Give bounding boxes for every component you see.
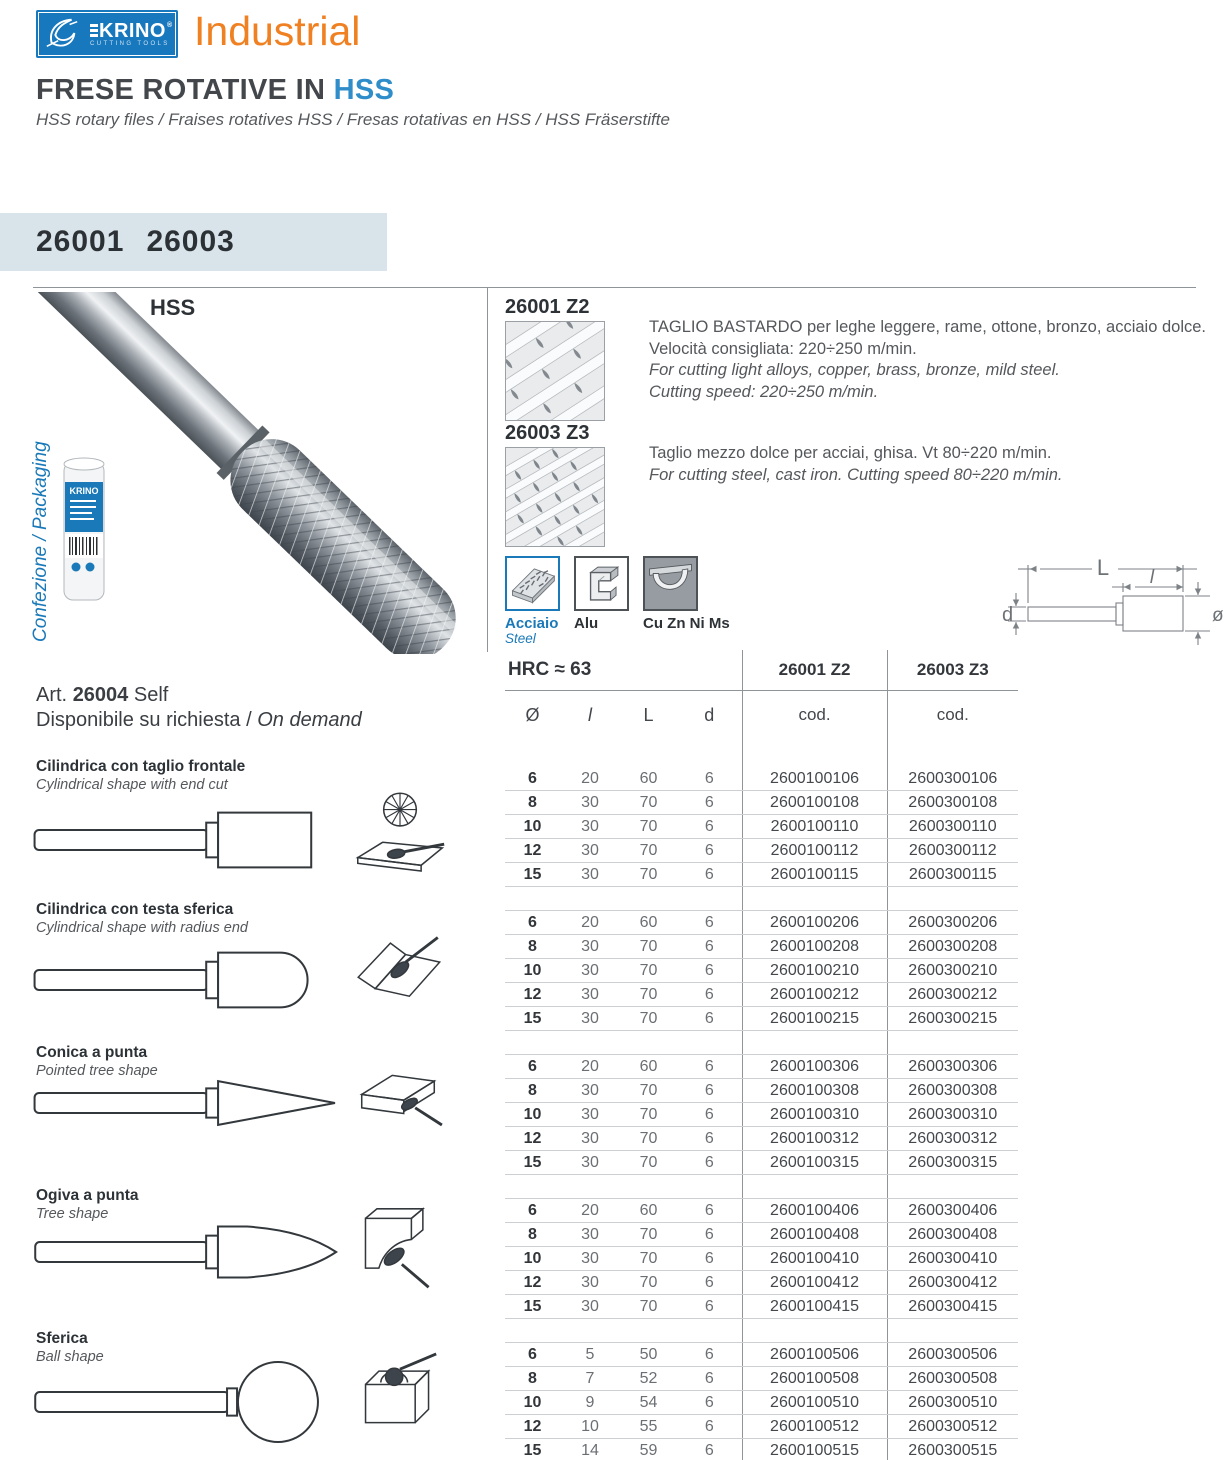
- table-row: [505, 863, 1018, 887]
- cod-cell: 2600100106: [742, 767, 887, 791]
- registered-mark: ®: [166, 21, 173, 29]
- shape-section-end-cut: Cilindrica con taglio frontale Cylindrical shape with end cut: [36, 758, 246, 793]
- art-label: Art.: [36, 684, 68, 706]
- table-spacer-row: [505, 887, 1018, 911]
- cod-cell: 2600100206: [742, 911, 887, 935]
- shape-section-ball: Sferica Ball shape: [36, 1330, 104, 1365]
- dim-cell: 70: [620, 1079, 677, 1103]
- cod-cell: 2600300312: [887, 1127, 1018, 1151]
- spacer-cell: [742, 1175, 887, 1199]
- col-group-26001: 26001 Z2: [742, 650, 887, 691]
- table-row: [505, 1367, 1018, 1391]
- spec-table-body: [505, 767, 1018, 1460]
- dim-cell: 6: [677, 863, 742, 887]
- table-row: [505, 1007, 1018, 1031]
- hardness-label: HRC ≈ 63: [505, 650, 742, 691]
- dim-cell: 30: [560, 791, 620, 815]
- dim-cell: 6: [677, 1415, 742, 1439]
- svg-text:ø: ø: [1212, 605, 1224, 626]
- svg-text:L: L: [1096, 555, 1110, 580]
- dim-cell: 30: [560, 1223, 620, 1247]
- material-label-steel: Acciaio: [505, 615, 559, 632]
- dim-cell: 52: [620, 1367, 677, 1391]
- dim-cell: 14: [560, 1439, 620, 1460]
- page-title-main: FRESE ROTATIVE IN: [36, 74, 326, 106]
- table-row: [505, 1199, 1018, 1223]
- spacer-cell: [742, 1031, 887, 1055]
- shape-section-tree: Ogiva a punta Tree shape: [36, 1187, 139, 1222]
- spacer-cell: [560, 1175, 620, 1199]
- spacer-cell: [742, 1319, 887, 1343]
- cod-cell: 2600300115: [887, 863, 1018, 887]
- col-header-d: d: [704, 705, 715, 725]
- cod-cell: 2600100408: [742, 1223, 887, 1247]
- table-row: [505, 1295, 1018, 1319]
- dim-cell: 15: [505, 1007, 560, 1031]
- packaging-tube-image: [60, 452, 112, 612]
- spacer-cell: [620, 1319, 677, 1343]
- cod-cell: 2600300510: [887, 1391, 1018, 1415]
- dim-cell: 6: [677, 1055, 742, 1079]
- table-row: [505, 959, 1018, 983]
- cod-cell: 2600100208: [742, 935, 887, 959]
- art-suffix: Self: [133, 684, 169, 706]
- page-title-accent: HSS: [333, 74, 395, 106]
- dim-cell: 70: [620, 1151, 677, 1175]
- dim-cell: 6: [677, 1367, 742, 1391]
- dim-cell: 6: [677, 1199, 742, 1223]
- table-row: [505, 935, 1018, 959]
- spacer-cell: [505, 1175, 560, 1199]
- spacer-cell: [560, 1319, 620, 1343]
- z2-desc-it-1: TAGLIO BASTARDO per leghe leggere, rame, ottone, bronzo, acciaio dolce.: [649, 318, 1206, 336]
- dim-cell: 70: [620, 1295, 677, 1319]
- col-group-26003: 26003 Z3: [887, 650, 1018, 691]
- table-row: [505, 815, 1018, 839]
- table-row: [505, 1151, 1018, 1175]
- dim-cell: 12: [505, 1415, 560, 1439]
- dim-cell: 6: [677, 983, 742, 1007]
- dim-cell: 10: [560, 1415, 620, 1439]
- cod-cell: 2600300112: [887, 839, 1018, 863]
- dim-cell: 6: [677, 1103, 742, 1127]
- dim-cell: 6: [677, 1247, 742, 1271]
- spacer-cell: [677, 887, 742, 911]
- dim-cell: 30: [560, 839, 620, 863]
- dim-cell: 70: [620, 839, 677, 863]
- dim-cell: 12: [505, 839, 560, 863]
- spacer-cell: [505, 1031, 560, 1055]
- dim-cell: 30: [560, 815, 620, 839]
- cod-cell: 2600100115: [742, 863, 887, 887]
- table-row: [505, 839, 1018, 863]
- table-row: [505, 911, 1018, 935]
- table-row: [505, 1079, 1018, 1103]
- cod-cell: 2600100315: [742, 1151, 887, 1175]
- dim-cell: 70: [620, 935, 677, 959]
- brand-name: KRINO: [99, 19, 166, 42]
- dim-cell: 54: [620, 1391, 677, 1415]
- cod-cell: 2600300110: [887, 815, 1018, 839]
- cod-cell: 2600100515: [742, 1439, 887, 1460]
- table-row: [505, 767, 1018, 791]
- dim-cell: 10: [505, 1391, 560, 1415]
- dim-cell: 60: [620, 911, 677, 935]
- dim-cell: 20: [560, 1199, 620, 1223]
- table-spacer-row: [505, 1175, 1018, 1199]
- dim-cell: 12: [505, 983, 560, 1007]
- cod-cell: 2600100415: [742, 1295, 887, 1319]
- dim-cell: 6: [505, 1055, 560, 1079]
- dim-cell: 55: [620, 1415, 677, 1439]
- dim-cell: 12: [505, 1127, 560, 1151]
- dim-cell: 6: [677, 935, 742, 959]
- page-subtitle: HSS rotary files / Fraises rotatives HSS / Fresas rotativas en HSS / HSS Fräserstifte: [36, 110, 670, 129]
- col-header-cod-2: cod.: [887, 691, 1018, 768]
- material-steel: [505, 556, 575, 646]
- cod-cell: 2600300408: [887, 1223, 1018, 1247]
- cod-cell: 2600300415: [887, 1295, 1018, 1319]
- dim-cell: 6: [677, 1295, 742, 1319]
- spacer-cell: [887, 1031, 1018, 1055]
- dim-cell: 6: [677, 1079, 742, 1103]
- cod-cell: 2600100210: [742, 959, 887, 983]
- cod-cell: 2600100506: [742, 1343, 887, 1367]
- cod-cell: 2600300108: [887, 791, 1018, 815]
- dim-cell: 6: [677, 767, 742, 791]
- cod-cell: 2600100310: [742, 1103, 887, 1127]
- dim-cell: 12: [505, 1271, 560, 1295]
- spec-table: [505, 650, 1018, 1460]
- z2-texture-image: [505, 321, 605, 421]
- dim-cell: 70: [620, 863, 677, 887]
- spacer-cell: [887, 1175, 1018, 1199]
- cod-cell: 2600300208: [887, 935, 1018, 959]
- dim-cell: 30: [560, 1127, 620, 1151]
- material-label-nonferrous: Cu Zn Ni Ms: [643, 615, 730, 632]
- dim-cell: 10: [505, 815, 560, 839]
- packaging-side-label: Confezione / Packaging: [30, 441, 51, 642]
- dim-cell: 15: [505, 1151, 560, 1175]
- dim-cell: 8: [505, 1223, 560, 1247]
- cod-cell: 2600100108: [742, 791, 887, 815]
- logo-bars-icon: [90, 24, 98, 37]
- cod-cell: 2600300215: [887, 1007, 1018, 1031]
- dim-cell: 60: [620, 1055, 677, 1079]
- dim-cell: 30: [560, 1079, 620, 1103]
- dim-cell: 6: [677, 1223, 742, 1247]
- dim-cell: 30: [560, 1271, 620, 1295]
- dim-cell: 15: [505, 1295, 560, 1319]
- burr-profile-ball: [30, 1352, 345, 1457]
- dim-cell: 30: [560, 1007, 620, 1031]
- table-header-columns-row: [505, 691, 1018, 768]
- cod-cell: 2600100110: [742, 815, 887, 839]
- dim-cell: 6: [505, 911, 560, 935]
- spacer-cell: [677, 1175, 742, 1199]
- cod-cell: 2600100212: [742, 983, 887, 1007]
- dim-cell: 70: [620, 791, 677, 815]
- dim-cell: 70: [620, 1223, 677, 1247]
- cod-cell: 2600100112: [742, 839, 887, 863]
- spacer-cell: [620, 1175, 677, 1199]
- spacer-cell: [677, 1319, 742, 1343]
- dim-cell: 50: [620, 1343, 677, 1367]
- table-spacer-row: [505, 1319, 1018, 1343]
- dim-cell: 6: [677, 1127, 742, 1151]
- non-ferrous-channel-icon: [643, 556, 698, 611]
- cod-cell: 2600300315: [887, 1151, 1018, 1175]
- cod-cell: 2600100312: [742, 1127, 887, 1151]
- svg-text:l: l: [1149, 567, 1155, 588]
- cod-cell: 2600100306: [742, 1055, 887, 1079]
- col-header-l: l: [588, 705, 592, 725]
- cod-cell: 2600100410: [742, 1247, 887, 1271]
- on-demand-en: On demand: [257, 709, 362, 731]
- series-label: Industrial: [194, 8, 361, 54]
- dim-cell: 30: [560, 935, 620, 959]
- spacer-cell: [887, 887, 1018, 911]
- cod-cell: 2600300206: [887, 911, 1018, 935]
- cod-cell: 2600100510: [742, 1391, 887, 1415]
- cod-cell: 2600100412: [742, 1271, 887, 1295]
- table-row: [505, 1271, 1018, 1295]
- cod-cell: 2600100406: [742, 1199, 887, 1223]
- dim-cell: 15: [505, 863, 560, 887]
- dim-cell: 10: [505, 959, 560, 983]
- cod-cell: 2600300512: [887, 1415, 1018, 1439]
- table-row: [505, 1247, 1018, 1271]
- col-header-diameter: Ø: [525, 705, 540, 725]
- drill-bit-icon: [42, 15, 82, 53]
- cod-cell: 2600100308: [742, 1079, 887, 1103]
- dim-cell: 70: [620, 959, 677, 983]
- spacer-cell: [620, 1031, 677, 1055]
- table-row: [505, 1391, 1018, 1415]
- z3-desc-en-1: For cutting steel, cast iron. Cutting speed 80÷220 m/min.: [649, 465, 1063, 484]
- cod-cell: 2600100512: [742, 1415, 887, 1439]
- dim-cell: 30: [560, 1295, 620, 1319]
- dim-cell: 6: [677, 1343, 742, 1367]
- z2-desc-it-2: Velocità consigliata: 220÷250 m/min.: [649, 339, 917, 358]
- z2-section-title: 26001 Z2: [505, 296, 590, 318]
- article-code-banner: [0, 213, 387, 271]
- table-row: [505, 1127, 1018, 1151]
- material-alu: [574, 556, 644, 632]
- photo-material-label: HSS: [150, 295, 196, 320]
- dim-cell: 6: [505, 767, 560, 791]
- dim-cell: 9: [560, 1391, 620, 1415]
- dim-cell: 10: [505, 1103, 560, 1127]
- material-label-alu: Alu: [574, 615, 599, 632]
- cod-cell: 2600300306: [887, 1055, 1018, 1079]
- on-demand-it: Disponibile su richiesta /: [36, 709, 252, 731]
- z3-description: [649, 443, 1224, 486]
- dim-cell: 30: [560, 1151, 620, 1175]
- z2-description: [649, 317, 1224, 403]
- burr-profile-radius-end: [30, 934, 345, 1031]
- dim-cell: 6: [677, 815, 742, 839]
- spacer-cell: [560, 887, 620, 911]
- table-spacer-row: [505, 1031, 1018, 1055]
- table-row: [505, 1439, 1018, 1460]
- cod-cell: 2600300210: [887, 959, 1018, 983]
- cod-cell: 2600300310: [887, 1103, 1018, 1127]
- horizontal-rule: [33, 287, 1196, 288]
- dim-cell: 6: [677, 1391, 742, 1415]
- dim-cell: 6: [677, 839, 742, 863]
- cod-cell: 2600300212: [887, 983, 1018, 1007]
- dim-cell: 8: [505, 791, 560, 815]
- dim-cell: 20: [560, 1055, 620, 1079]
- spacer-cell: [742, 887, 887, 911]
- cod-cell: 2600300106: [887, 767, 1018, 791]
- z3-desc-it-1: Taglio mezzo dolce per acciai, ghisa. Vt 80÷220 m/min.: [649, 444, 1052, 462]
- z3-section-title: 26003 Z3: [505, 422, 590, 444]
- dim-cell: 6: [677, 1439, 742, 1460]
- table-row: [505, 1103, 1018, 1127]
- dim-cell: 70: [620, 1103, 677, 1127]
- dim-cell: 70: [620, 1271, 677, 1295]
- table-row: [505, 1223, 1018, 1247]
- shape-section-radius-end: Cilindrica con testa sferica Cylindrical shape with radius end: [36, 901, 248, 936]
- dim-cell: 10: [505, 1247, 560, 1271]
- spacer-cell: [677, 1031, 742, 1055]
- column-divider: [487, 288, 488, 652]
- col-header-L: L: [643, 705, 654, 725]
- dim-cell: 8: [505, 1079, 560, 1103]
- dim-cell: 8: [505, 935, 560, 959]
- dim-cell: 30: [560, 959, 620, 983]
- material-sublabel-steel: Steel: [505, 631, 536, 646]
- article-code-1: 26001: [36, 225, 125, 258]
- steel-plate-icon: [505, 556, 560, 611]
- shape-section-pointed-cone: Conica a punta Pointed tree shape: [36, 1044, 158, 1079]
- page-title: [36, 74, 394, 107]
- cod-cell: 2600300412: [887, 1271, 1018, 1295]
- cod-cell: 2600300508: [887, 1367, 1018, 1391]
- dim-cell: 7: [560, 1367, 620, 1391]
- dim-cell: 6: [677, 911, 742, 935]
- spacer-cell: [620, 887, 677, 911]
- art-code: 26004: [72, 684, 129, 706]
- z2-desc-en-2: Cutting speed: 220÷250 m/min.: [649, 382, 879, 401]
- cod-cell: 2600300515: [887, 1439, 1018, 1460]
- col-header-cod-1: cod.: [742, 691, 887, 768]
- dim-cell: 30: [560, 863, 620, 887]
- burr-profile-end-cut: [30, 794, 345, 891]
- on-demand-line-1: [36, 684, 168, 707]
- dim-cell: 8: [505, 1367, 560, 1391]
- dim-cell: 6: [677, 1271, 742, 1295]
- concave-application-icon: [352, 1205, 444, 1298]
- cod-cell: 2600300406: [887, 1199, 1018, 1223]
- dim-cell: 6: [677, 959, 742, 983]
- dim-cell: 20: [560, 911, 620, 935]
- dim-cell: 20: [560, 767, 620, 791]
- dim-cell: 6: [505, 1343, 560, 1367]
- table-header-group-row: [505, 650, 1018, 691]
- dim-cell: 5: [560, 1343, 620, 1367]
- burr-profile-pointed-cone: [30, 1070, 345, 1141]
- spacer-cell: [505, 887, 560, 911]
- cod-cell: 2600100215: [742, 1007, 887, 1031]
- z3-texture-image: [505, 447, 605, 547]
- dim-cell: 70: [620, 1007, 677, 1031]
- dim-cell: 30: [560, 1103, 620, 1127]
- dim-cell: 59: [620, 1439, 677, 1460]
- dim-cell: 70: [620, 1127, 677, 1151]
- z2-desc-en-1: For cutting light alloys, copper, brass, bronze, mild steel.: [649, 361, 1060, 379]
- dim-cell: 60: [620, 1199, 677, 1223]
- table-row: [505, 1055, 1018, 1079]
- brand-tagline: CUTTING TOOLS: [90, 40, 170, 47]
- svg-text:d: d: [1002, 604, 1014, 626]
- spacer-cell: [505, 1319, 560, 1343]
- spacer-cell: [560, 1031, 620, 1055]
- table-row: [505, 1415, 1018, 1439]
- end-cut-application-icon: [352, 790, 448, 887]
- dim-cell: 30: [560, 983, 620, 1007]
- krino-logo: [36, 10, 178, 58]
- dim-cell: 70: [620, 815, 677, 839]
- cod-cell: 2600300308: [887, 1079, 1018, 1103]
- dim-cell: 6: [677, 791, 742, 815]
- table-row: [505, 983, 1018, 1007]
- cod-cell: 2600300410: [887, 1247, 1018, 1271]
- cod-cell: 2600300506: [887, 1343, 1018, 1367]
- cod-cell: 2600100508: [742, 1367, 887, 1391]
- ball-application-icon: [352, 1352, 444, 1441]
- aluminium-profile-icon: [574, 556, 629, 611]
- burr-profile-tree: [30, 1212, 345, 1297]
- spacer-cell: [887, 1319, 1018, 1343]
- corner-application-icon: [350, 1062, 446, 1151]
- article-code-2: 26003: [146, 225, 235, 258]
- dim-cell: 60: [620, 767, 677, 791]
- dim-cell: 15: [505, 1439, 560, 1460]
- on-demand-line-2: [36, 709, 362, 732]
- dim-cell: 6: [505, 1199, 560, 1223]
- dim-cell: 6: [677, 1151, 742, 1175]
- v-groove-application-icon: [350, 928, 446, 1023]
- dim-cell: 30: [560, 1247, 620, 1271]
- material-nonferrous: [643, 556, 730, 632]
- brand-wordmark: [90, 19, 173, 42]
- svg-text:KRINO: KRINO: [69, 486, 99, 496]
- table-row: [505, 791, 1018, 815]
- dimension-diagram: [1000, 543, 1225, 660]
- dim-cell: 70: [620, 1247, 677, 1271]
- dim-cell: 6: [677, 1007, 742, 1031]
- dim-cell: 70: [620, 983, 677, 1007]
- table-row: [505, 1343, 1018, 1367]
